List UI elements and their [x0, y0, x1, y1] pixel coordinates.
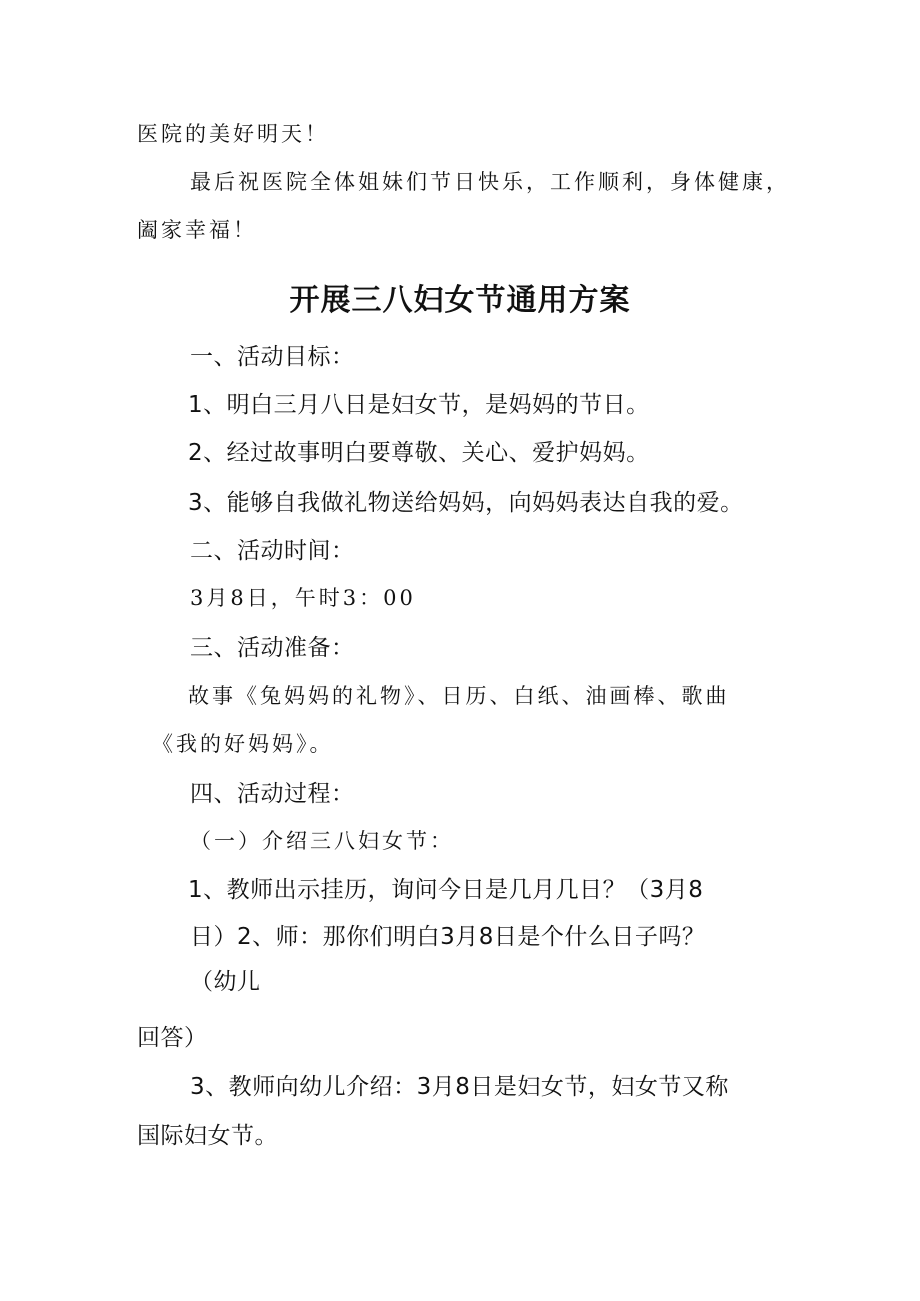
- section-4-subheading: （一）介绍三八妇女节：: [190, 829, 454, 853]
- section-4-paragraph-3-line-2: 国际妇女节。: [137, 1123, 278, 1149]
- section-4-paragraph-1-line-1: 1、教师出示挂历，询问今日是几月几日？（3月8: [188, 877, 704, 903]
- section-4-heading: 四、活动过程：: [190, 781, 355, 807]
- document-title: 开展三八妇女节通用方案: [289, 283, 631, 318]
- section-4-paragraph-1-line-2: 日）2、师：那你们明白3月8日是个什么日子吗？: [190, 924, 706, 950]
- intro-line-3: 阖家幸福！: [137, 218, 257, 242]
- section-3-text-line-2: 《我的好妈妈》。: [152, 732, 334, 756]
- section-1-item-2: 2、经过故事明白要尊敬、关心、爱护妈妈。: [188, 440, 650, 466]
- section-1-heading: 一、活动目标：: [190, 344, 355, 370]
- intro-line-2: 最后祝医院全体姐妹们节日快乐，工作顺利，身体健康，: [190, 170, 790, 194]
- section-4-paragraph-1-line-4: 回答）: [137, 1025, 208, 1051]
- section-2-heading: 二、活动时间：: [190, 538, 355, 564]
- section-2-text: 3月8日，午时3：00: [190, 586, 416, 610]
- intro-line-1: 医院的美好明天！: [137, 122, 329, 146]
- section-4-paragraph-1-line-3: （幼儿: [190, 969, 261, 995]
- section-1-item-1: 1、明白三月八日是妇女节，是妈妈的节日。: [188, 392, 650, 418]
- section-1-item-3: 3、能够自我做礼物送给妈妈，向妈妈表达自我的爱。: [188, 490, 744, 516]
- section-4-paragraph-3-line-1: 3、教师向幼儿介绍：3月8日是妇女节，妇女节又称: [190, 1074, 729, 1100]
- section-3-heading: 三、活动准备：: [190, 635, 355, 661]
- section-3-text-line-1: 故事《兔妈妈的礼物》、日历、白纸、油画棒、歌曲: [188, 684, 730, 708]
